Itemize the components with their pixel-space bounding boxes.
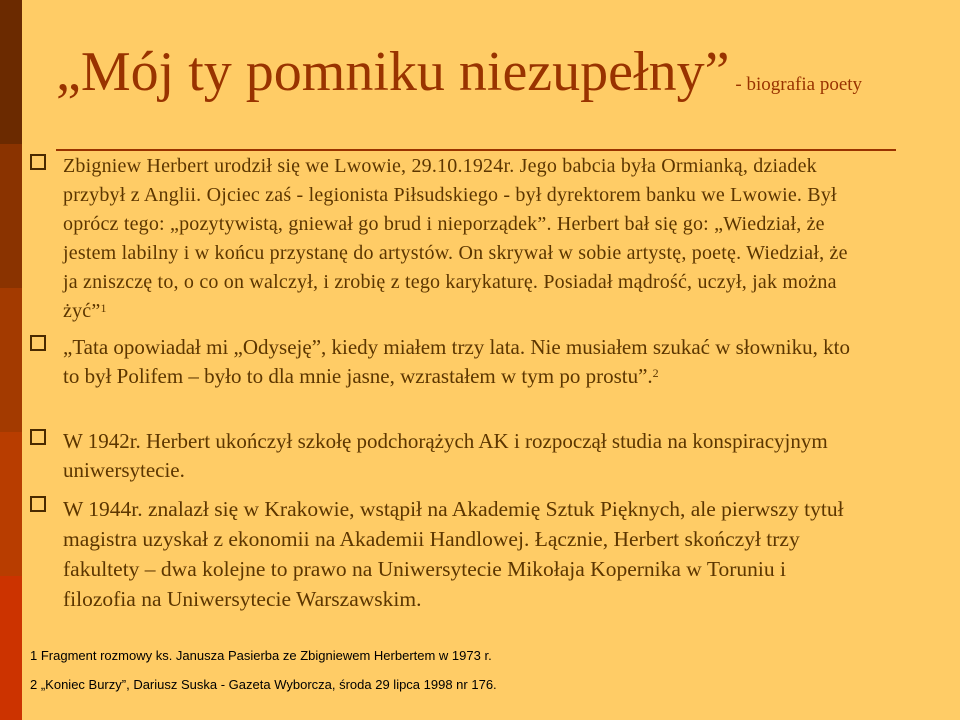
bullet-text	[63, 333, 863, 391]
title-underline	[56, 149, 896, 151]
side-stripes	[0, 0, 22, 720]
footnote-ref: 2	[652, 366, 659, 380]
stripe	[0, 0, 22, 144]
stripe	[0, 144, 22, 288]
footnote-ref: 1	[100, 301, 107, 315]
square-bullet-icon	[30, 429, 46, 445]
footnote-2: 2 „Koniec Burzy”, Dariusz Suska - Gazeta Wyborcza, środa 29 lipca 1998 nr 176.	[30, 677, 497, 692]
bullet-text-body: Zbigniew Herbert urodził się we Lwowie, 29.10.1924r. Jego babcia była Ormianką, dziadek przybył z Anglii. Ojciec zaś - legionista Piłsudskiego - był dyrektorem banku we Lwowie. Był oprócz tego: „pozytywistą, gniewał go brud i nieporządek”. Herbert bał się go: „Wiedział, że jestem labilny i w końcu przystanę do artystów. On skrywał w sobie artystę, poetę. Wiedział, że ja zniszczę to, o co on walczył, i zrobię z tego karykaturę. Posiadał mądrość, uczył, jak można żyć”	[63, 155, 848, 322]
bullet-text-body: „Tata opowiadał mi „Odyseję”, kiedy miałem trzy lata. Nie musiałem szukać w słowniku, kto to był Polifem – było to dla mnie jasne, wzrastałem w tym po prostu”.	[63, 335, 850, 388]
slide-title-main: „Mój ty pomniku niezupełny”	[56, 41, 730, 103]
bullet-text	[63, 152, 863, 326]
slide-subtitle: - biografia poety	[735, 74, 863, 95]
square-bullet-icon	[30, 335, 46, 351]
stripe	[0, 432, 22, 576]
footnote-1: 1 Fragment rozmowy ks. Janusza Pasierba ze Zbigniewem Herbertem w 1973 r.	[30, 648, 492, 663]
square-bullet-icon	[30, 154, 46, 170]
slide-title	[56, 40, 936, 104]
stripe	[0, 576, 22, 720]
bullet-text: W 1944r. znalazł się w Krakowie, wstąpił na Akademię Sztuk Pięknych, ale pierwszy tytuł magistra uzyskał z ekonomii na Akademii Handlowej. Łącznie, Herbert skończył trzy fakultety – dwa kolejne to prawo na Uniwersytecie Mikołaja Kopernika w Toruniu i filozofia na Uniwersytecie Warszawskim.	[63, 497, 844, 611]
stripe	[0, 288, 22, 432]
square-bullet-icon	[30, 496, 46, 512]
bullet-text: W 1942r. Herbert ukończył szkołę podchorążych AK i rozpoczął studia na konspiracyjnym uniwersytecie.	[63, 429, 828, 482]
